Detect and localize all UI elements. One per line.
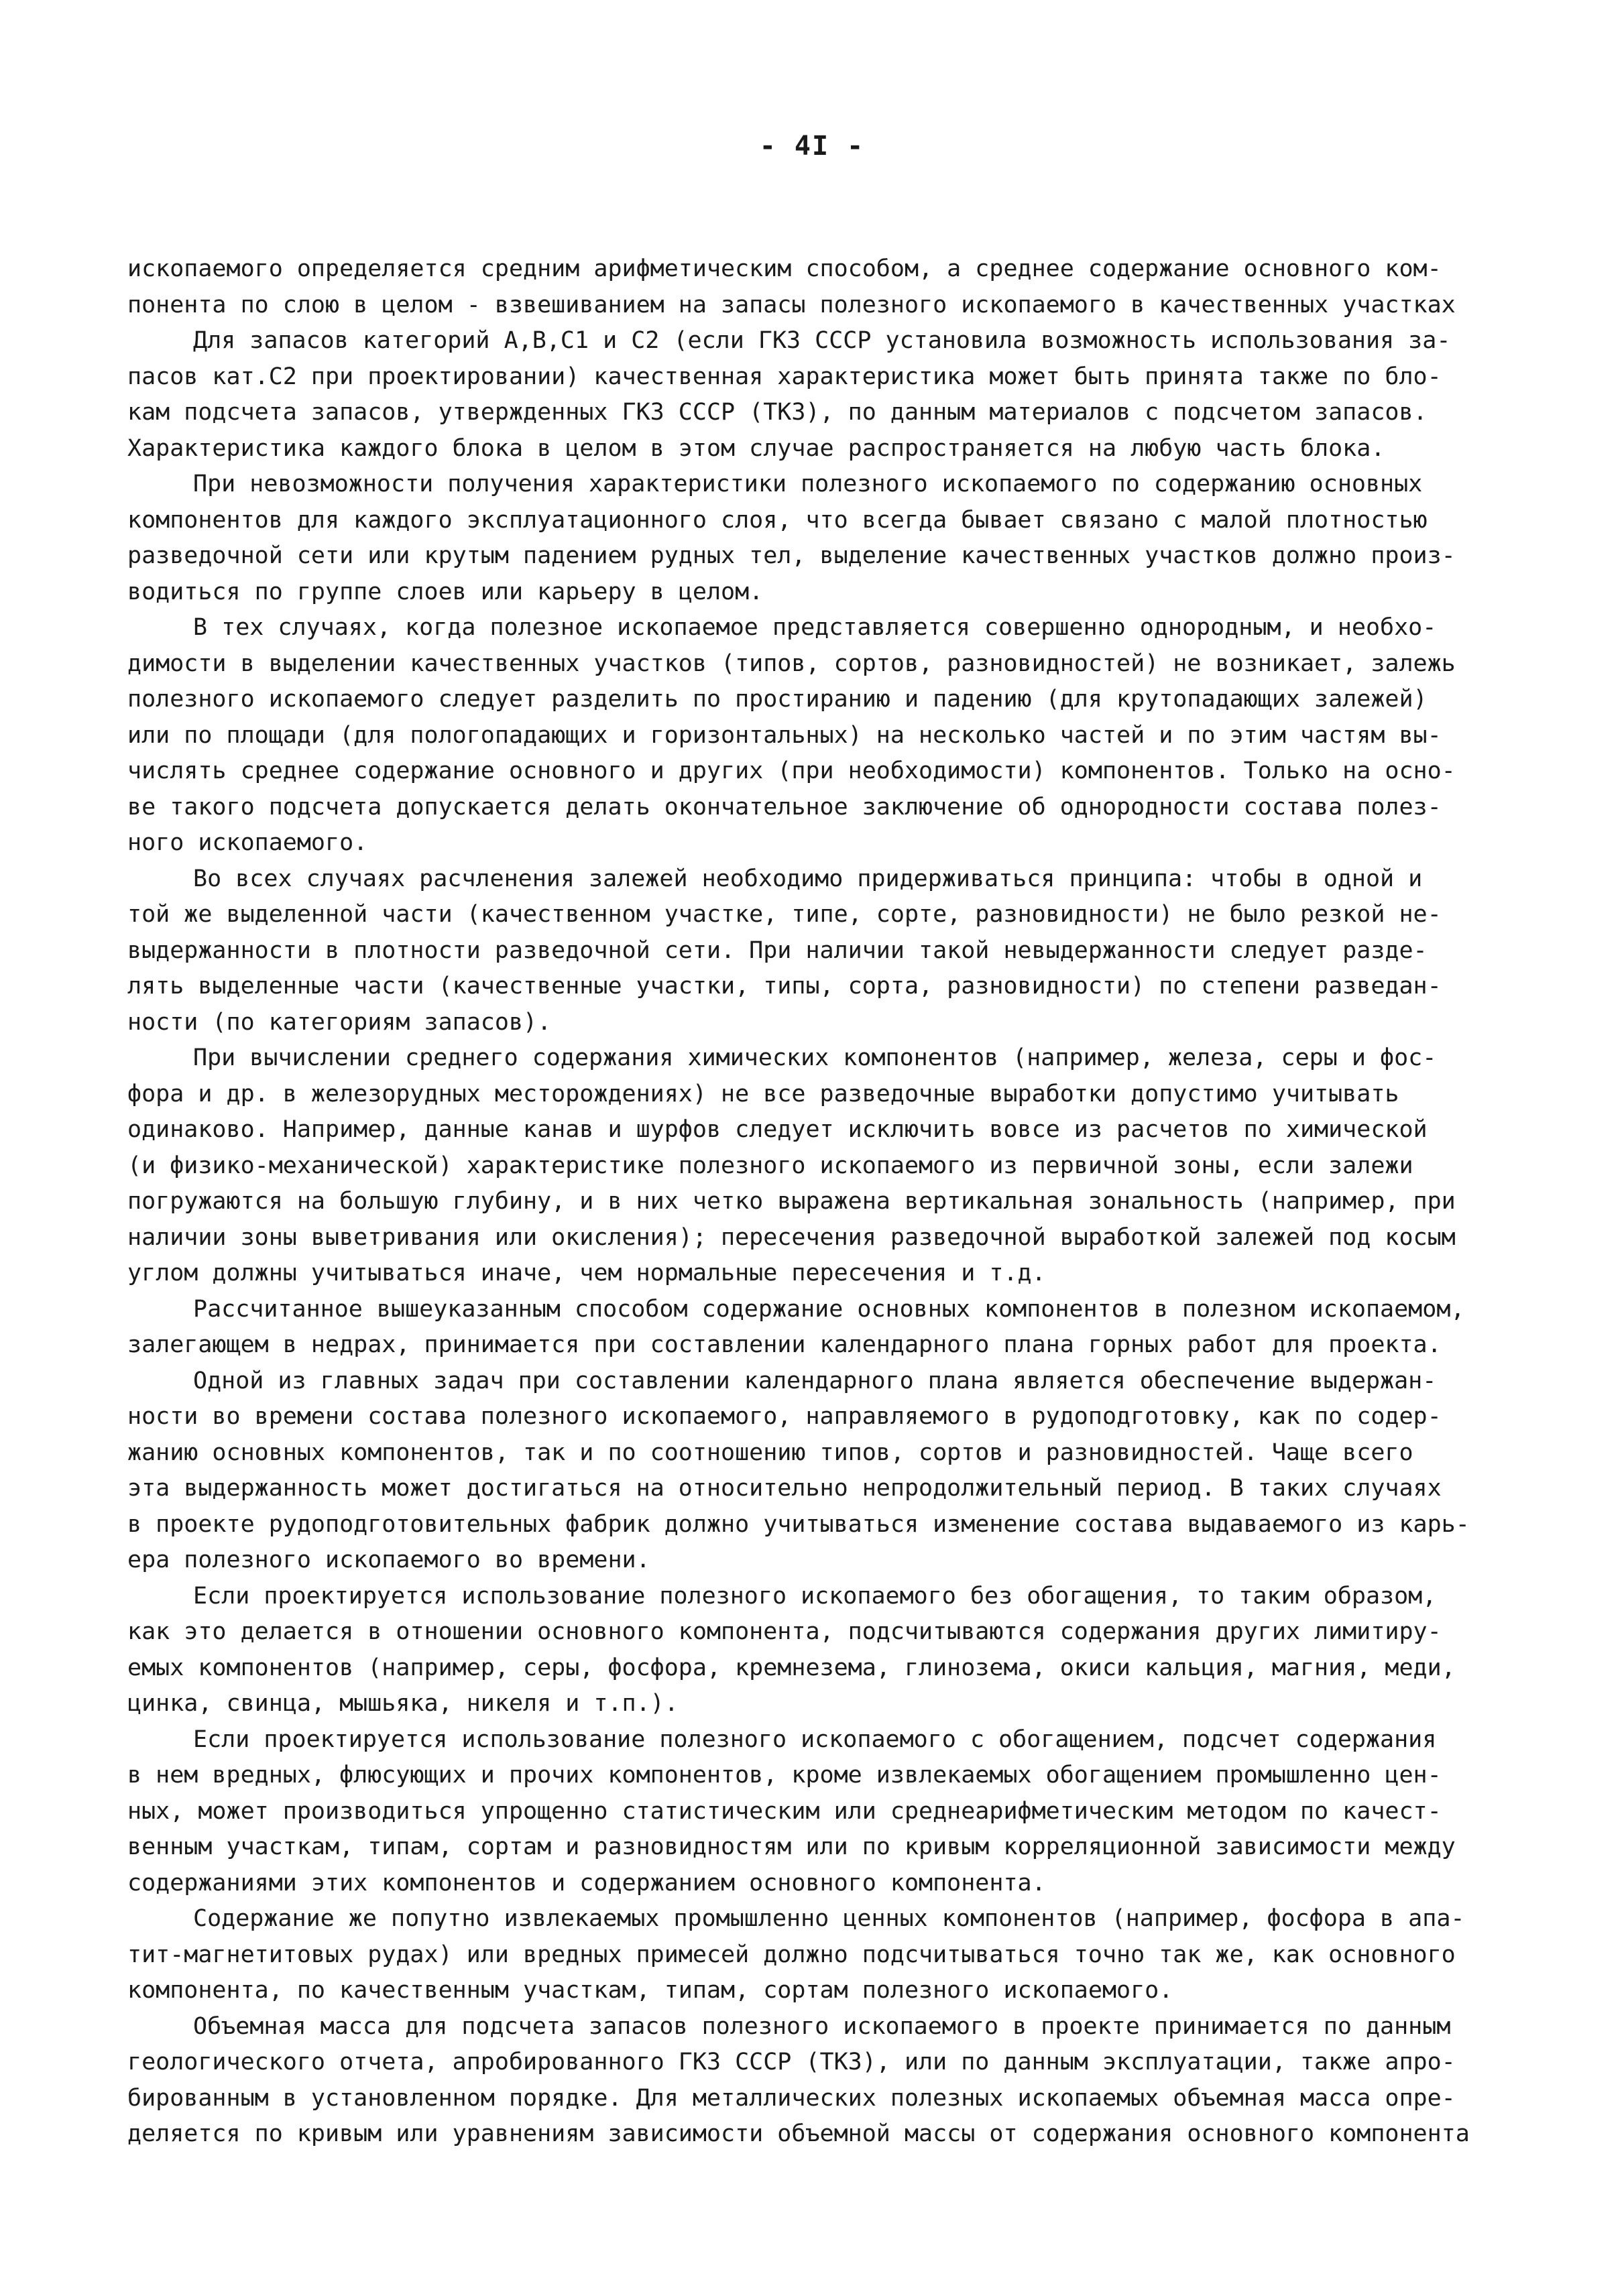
text-line: числять среднее содержание основного и других (при необходимости) компонентов. Только на осно-: [127, 758, 1456, 784]
text-line: Объемная масса для подсчета запасов полезного ископаемого в проекте принимается по данным: [193, 2012, 1451, 2040]
text-line: пасов кат.C2 при проектировании) качественная характеристика может быть принята также по бло-: [127, 363, 1442, 390]
text-line: Рассчитанное вышеуказанным способом содержание основных компонентов в полезном ископаемом,: [193, 1295, 1465, 1323]
text-line: лять выделенные части (качественные участки, типы, сорта, разновидности) по степени разведан-: [127, 973, 1442, 1000]
text-line: тит-магнетитовых рудах) или вредных примесей должно подсчитываться точно так же, как основного: [127, 1941, 1456, 1968]
text-line: геологического отчета, апробированного ГКЗ СССР (ТКЗ), или по данным эксплуатации, также апро-: [127, 2049, 1456, 2075]
text-line: ве такого подсчета допускается делать окончательное заключение об однородности состава полез-: [127, 793, 1442, 821]
paragraph: [127, 1040, 1522, 1292]
text-line: компонентов для каждого эксплуатационного слоя, что всегда бывает связано с малой плотностью: [127, 506, 1428, 534]
text-line: Содержание же попутно извлекаемых промышленно ценных компонентов (например, фосфора в апа-: [193, 1905, 1465, 1932]
text-line: или по площади (для пологопадающих и горизонтальных) на несколько частей и по этим частям вы-: [127, 721, 1442, 749]
text-line: понента по слою в целом - взвешиванием на запасы полезного ископаемого в качественных участках: [127, 291, 1456, 318]
text-line: ных, может производиться упрощенно статистическим или среднеарифметическим методом по качест-: [127, 1797, 1442, 1825]
text-line: фора и др. в железорудных месторождениях) не все разведочные выработки допустимо учитывать: [127, 1080, 1399, 1107]
text-line: погружаются на большую глубину, и в них четко выражена вертикальная зональность (например, при: [127, 1188, 1456, 1215]
text-line: Одной из главных задач при составлении календарного плана является обеспечение выдержан-: [193, 1367, 1437, 1394]
text-line: одинаково. Например, данные канав и шурфов следует исключить вовсе из расчетов по химической: [127, 1116, 1428, 1143]
text-line: При невозможности получения характеристики полезного ископаемого по содержанию основных: [193, 471, 1423, 497]
text-line: Если проектируется использование полезного ископаемого с обогащением, подсчет содержания: [193, 1726, 1437, 1753]
text-line: Для запасов категорий A,B,C1 и C2 (если ГКЗ СССР установила возможность использования за-: [193, 327, 1451, 354]
text-line: Во всех случаях расчленения залежей необходимо придерживаться принципа: чтобы в одной и: [193, 865, 1423, 892]
page-number: - 4I -: [759, 131, 865, 162]
paragraph: [127, 1364, 1522, 1579]
text-line: деляется по кривым или уравнениям зависимости объемной массы от содержания основного компонента: [127, 2120, 1470, 2147]
text-line: ного ископаемого.: [127, 829, 368, 856]
paragraph: [127, 1579, 1522, 1722]
text-line: Характеристика каждого блока в целом в этом случае распространяется на любую часть блока.: [127, 434, 1385, 462]
text-line: залегающем в недрах, принимается при составлении календарного плана горных работ для проекта.: [127, 1331, 1442, 1358]
paragraph: [127, 251, 1522, 323]
text-line: емых компонентов (например, серы, фосфора, кремнезема, глинозема, окиси кальция, магния, меди,: [127, 1654, 1456, 1681]
paragraph: [127, 323, 1522, 467]
text-line: ности во времени состава полезного ископаемого, направляемого в рудоподготовку, как по содер-: [127, 1403, 1442, 1430]
text-line: цинка, свинца, мышьяка, никеля и т.п.).: [127, 1690, 679, 1717]
text-line: полезного ископаемого следует разделить по простиранию и падению (для крутопадающих залежей): [127, 686, 1428, 713]
text-line: наличии зоны выветривания или окисления); пересечения разведочной выработкой залежей под косым: [127, 1223, 1456, 1251]
text-line: ности (по категориям запасов).: [127, 1008, 552, 1036]
paragraph: [127, 467, 1522, 610]
text-line: В тех случаях, когда полезное ископаемое представляется совершенно однородным, и необхо-: [193, 614, 1437, 641]
text-line: венным участкам, типам, сортам и разновидностям или по кривым корреляционной зависимости между: [127, 1833, 1456, 1860]
paragraph: [127, 1901, 1522, 2009]
text-line: компонента, по качественным участкам, типам, сортам полезного ископаемого.: [127, 1977, 1173, 2004]
text-line: димости в выделении качественных участков (типов, сортов, разновидностей) не возникает, залежь: [127, 650, 1456, 677]
text-line: как это делается в отношении основного компонента, подсчитываются содержания других лимитиру-: [127, 1618, 1442, 1645]
text-line: бированным в установленном порядке. Для металлических полезных ископаемых объемная масса опре-: [127, 2084, 1456, 2112]
text-line: жанию основных компонентов, так и по соотношению типов, сортов и разновидностей. Чаще всего: [127, 1439, 1413, 1466]
text-line: эта выдержанность может достигаться на относительно непродолжительный период. В таких случаях: [127, 1475, 1442, 1502]
text-line: ископаемого определяется средним арифметическим способом, а среднее содержание основного ком-: [127, 255, 1442, 282]
paragraph: [127, 861, 1522, 1041]
body-text: [127, 251, 1522, 2153]
text-line: в проекте рудоподготовительных фабрик должно учитываться изменение состава выдаваемого из карь-: [127, 1510, 1470, 1538]
text-line: выдержанности в плотности разведочной сети. При наличии такой невыдержанности следует разде-: [127, 936, 1428, 964]
text-line: той же выделенной части (качественном участке, типе, сорте, разновидности) не было резкой не-: [127, 901, 1442, 928]
paragraph: [127, 610, 1522, 861]
text-line: в нем вредных, флюсующих и прочих компонентов, кроме извлекаемых обогащением промышленно цен-: [127, 1762, 1442, 1789]
text-line: содержаниями этих компонентов и содержанием основного компонента.: [127, 1869, 1046, 1896]
text-line: ера полезного ископаемого во времени.: [127, 1547, 650, 1573]
paragraph: [127, 1292, 1522, 1364]
text-line: углом должны учитываться иначе, чем нормальные пересечения и т.д.: [127, 1260, 1046, 1286]
text-line: (и физико-механической) характеристике полезного ископаемого из первичной зоны, если залежи: [127, 1152, 1413, 1179]
text-line: При вычислении среднего содержания химических компонентов (например, железа, серы и фос-: [193, 1044, 1437, 1071]
paragraph: [127, 2009, 1522, 2153]
text-line: Если проектируется использование полезного ископаемого без обогащения, то таким образом,: [193, 1582, 1437, 1610]
text-line: водиться по группе слоев или карьеру в целом.: [127, 578, 764, 605]
text-line: кам подсчета запасов, утвержденных ГКЗ СССР (ТКЗ), по данным материалов с подсчетом запасов.: [127, 399, 1428, 426]
text-line: разведочной сети или крутым падением рудных тел, выделение качественных участков должно произ-: [127, 542, 1456, 569]
paragraph: [127, 1722, 1522, 1902]
